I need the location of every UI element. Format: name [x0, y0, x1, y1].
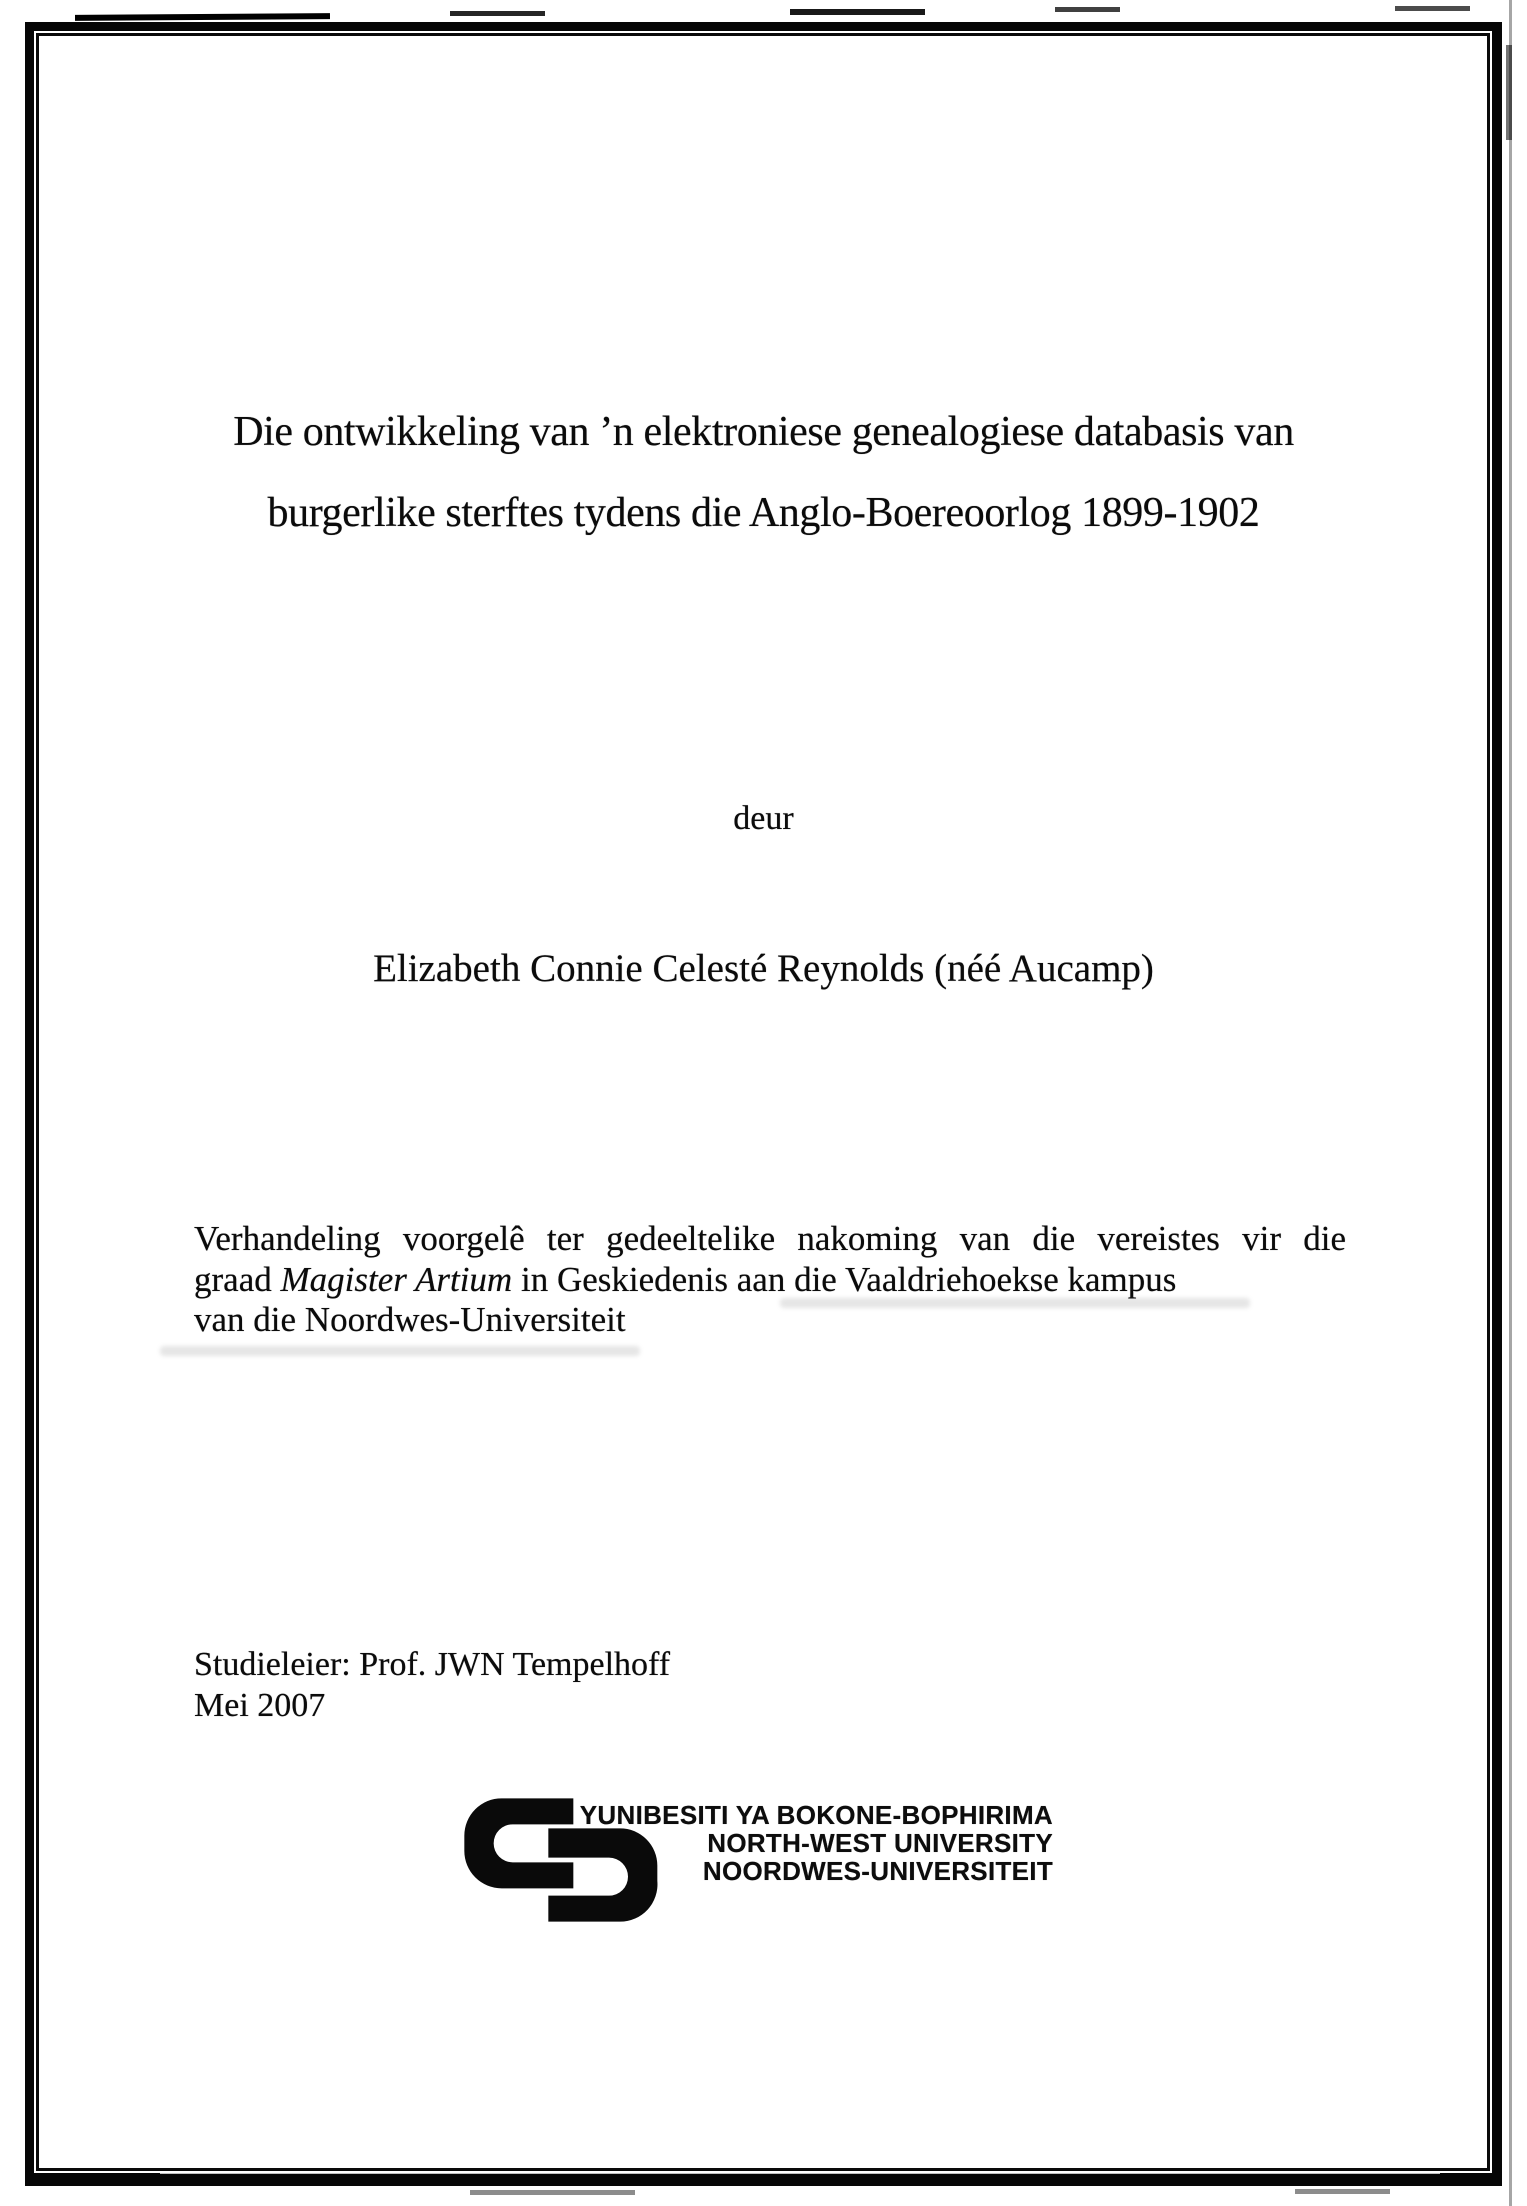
- author-name: Elizabeth Connie Celesté Reynolds (néé Aucamp): [373, 947, 1154, 990]
- scan-artifact: [75, 13, 330, 21]
- statement-degree-italic: Magister Artium: [280, 1259, 513, 1299]
- scan-artifact: [450, 11, 545, 16]
- byline-deur: deur: [733, 800, 794, 837]
- logo-text-english: NORTH-WEST UNIVERSITY: [707, 1828, 1053, 1858]
- logo-text-afrikaans: NOORDWES-UNIVERSITEIT: [702, 1856, 1053, 1886]
- statement-line-2-post: in Geskiedenis aan die Vaaldriehoekse kampus: [512, 1259, 1177, 1299]
- degree-statement: [194, 1219, 1346, 1341]
- scan-artifact: [470, 2190, 635, 2195]
- supervisor-line: Studieleier: Prof. JWN Tempelhoff: [194, 1646, 671, 1683]
- scan-artifact: [1509, 0, 1512, 2206]
- scan-artifact: [1395, 6, 1470, 11]
- statement-line-2: [194, 1260, 1346, 1301]
- statement-line-2-pre: graad: [194, 1259, 281, 1299]
- statement-line-3: van die Noordwes-Universiteit: [194, 1300, 626, 1339]
- scan-artifact: [790, 9, 925, 15]
- thesis-title-line-1: Die ontwikkeling van ’n elektroniese genealogiese databasis van: [233, 409, 1294, 455]
- thesis-title-line-2: burgerlike sterftes tydens die Anglo-Boereoorlog 1899-1902: [267, 490, 1260, 536]
- scan-artifact: [780, 1298, 1250, 1308]
- scan-artifact: [1295, 2189, 1390, 2194]
- scan-artifact: [160, 1346, 640, 1356]
- scan-artifact: [1055, 7, 1120, 12]
- date-line: Mei 2007: [194, 1687, 326, 1724]
- scan-artifact: [1506, 45, 1512, 140]
- supervisor-block: [194, 1644, 670, 1726]
- thesis-title: [90, 392, 1437, 554]
- logo-text-setswana: YUNIBESITI YA BOKONE-BOPHIRIMA: [579, 1800, 1053, 1830]
- statement-line-1: Verhandeling voorgelê ter gedeeltelike nakoming van die vereistes vir die: [194, 1219, 1346, 1258]
- scan-artifact: [160, 2172, 1440, 2174]
- university-logo-text: [580, 1801, 1053, 1885]
